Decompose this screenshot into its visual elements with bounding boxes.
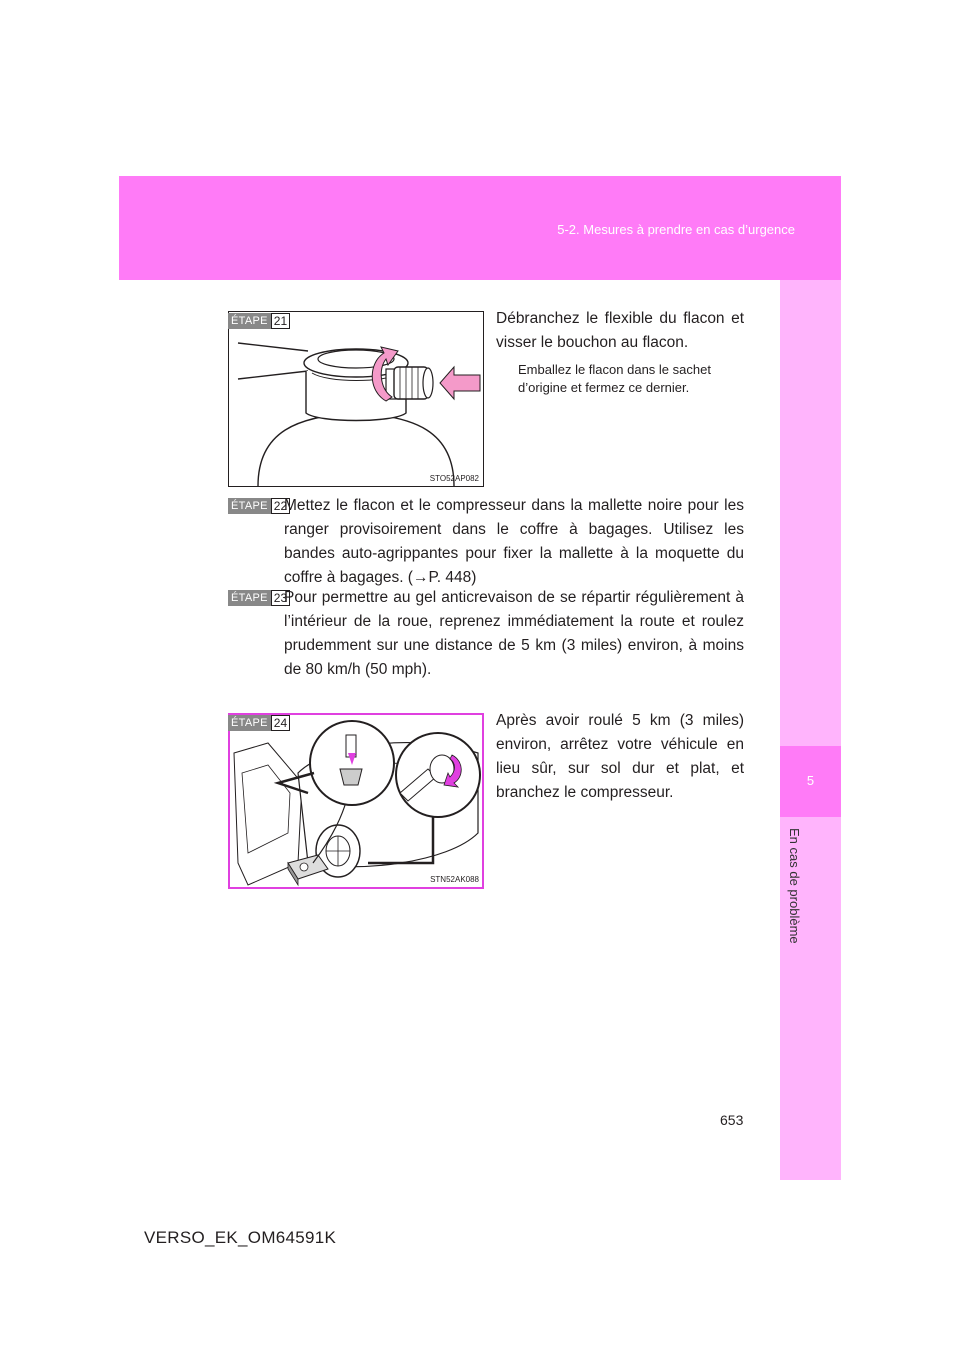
step-24-text: Après avoir roulé 5 km (3 miles) environ, arrêtez votre véhicule en lieu sûr, sur sol dur et plat, et branchez le compresseur. <box>496 712 744 801</box>
step-number: 24 <box>271 715 290 731</box>
step-21-text: Débranchez le flexible du flacon et visser le bouchon au flacon. <box>496 310 744 351</box>
figure-step-24 <box>228 713 484 889</box>
step-21-note: Emballez le flacon dans le sachet d’origine et fermez ce dernier. <box>518 362 711 395</box>
chapter-title: En cas de problème <box>787 828 802 944</box>
header-band <box>119 176 841 280</box>
document-code: VERSO_EK_OM64591K <box>144 1228 337 1247</box>
step-label: ÉTAPE <box>228 313 271 329</box>
step-badge-23 <box>228 590 290 606</box>
car-compressor-illustration <box>228 713 484 889</box>
section-title: 5-2. Mesures à prendre en cas d’urgence <box>557 222 795 237</box>
step-23-text: Pour permettre au gel anticrevaison de se répartir régulièrement à l’intérieur de la roue, reprenez immédiatement la route et roulez prudemment sur une distance de 5 km (3 miles) environ, à moins de 80 km/h (50 mph). <box>284 589 744 678</box>
bottle-cap-illustration <box>228 311 484 487</box>
figure-step-21 <box>228 311 484 487</box>
step-badge-24 <box>228 715 290 731</box>
step-badge-22 <box>228 498 290 514</box>
step-label: ÉTAPE <box>228 715 271 731</box>
chapter-side-tab <box>780 280 841 1180</box>
figure-code: STN52AK088 <box>430 875 479 884</box>
step-number: 22 <box>271 498 290 514</box>
step-label: ÉTAPE <box>228 590 271 606</box>
step-number: 23 <box>271 590 290 606</box>
step-badge-21 <box>228 313 290 329</box>
step-label: ÉTAPE <box>228 498 271 514</box>
chapter-number: 5 <box>806 773 815 788</box>
step-22-text: Mettez le flacon et le compresseur dans la mallette noire pour les ranger provisoirement dans le coffre à bagages. Utilisez les bandes auto-agrippantes pour fixer la mallette à la moquette du coffre à bagages. (→P. 448) <box>284 497 744 586</box>
step-number: 21 <box>271 313 290 329</box>
figure-code: STO52AP082 <box>429 474 479 483</box>
page-number: 653 <box>720 1112 744 1128</box>
